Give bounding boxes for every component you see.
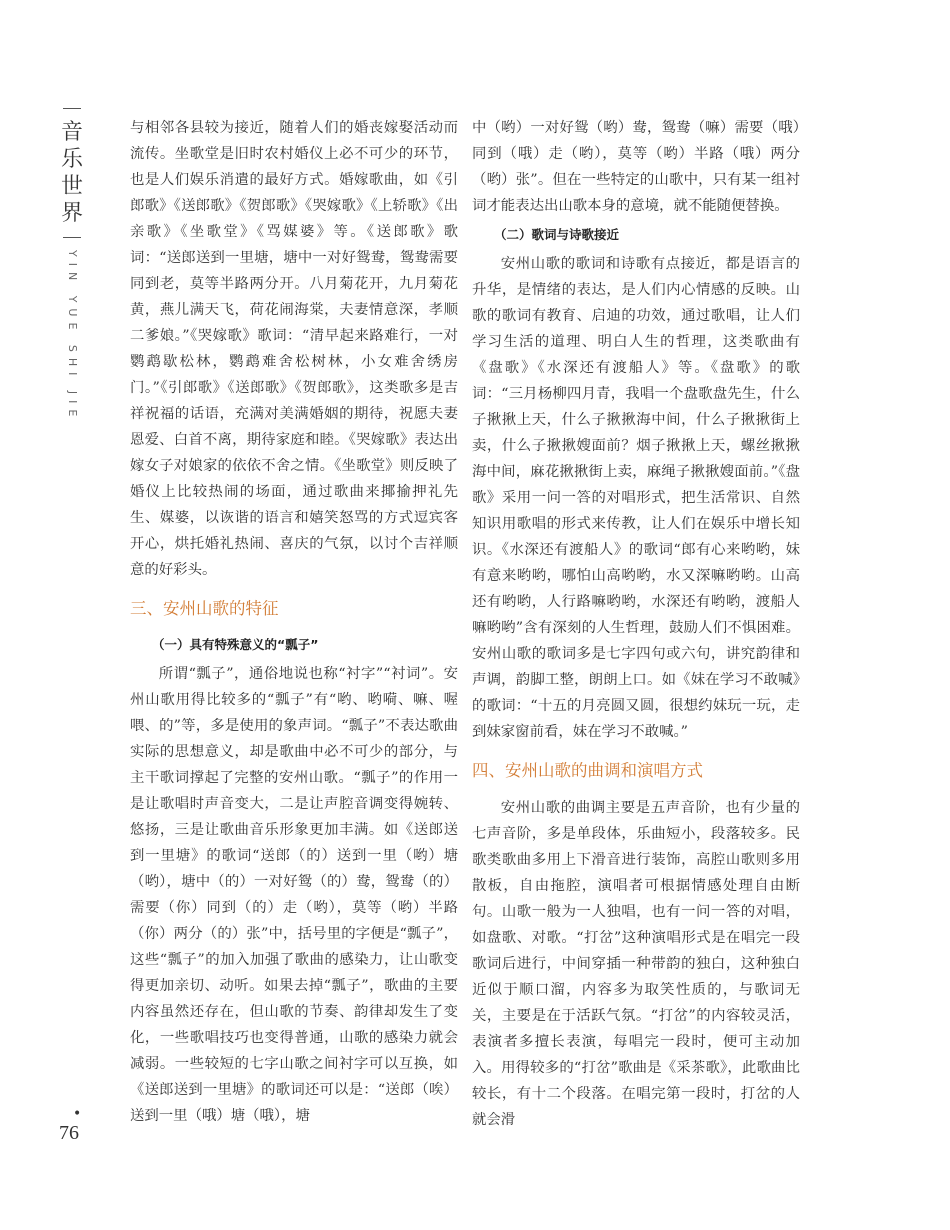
paragraph: 所谓“瓢子”，通俗地说也称“衬字”“衬词”。安州山歌用得比较多的“瓢子”有“哟、哟嗬、嘛、喔喂、的”等，多是使用的象声词。“瓢子”不表达歌曲实际的思想意义，却是歌曲中必不可少的部分，与主干歌词撑起了完整的安州山歌。“瓢子”的作用一是让歌唱时声音变大，二是让声腔音调变得婉转、悠扬，三是让歌曲音乐形象更加丰满。如《送郎送到一里塘》的歌词“送郎（的）送到一里（哟）塘（哟），塘中（的）一对好鸳（的）鸯，鸳鸯（的）需要（你）同到（的）走（哟），莫等（哟）半路（你）两分（的）张”中，括号里的字便是“瓢子”，这些“瓢子”的加入加强了歌曲的感染力，让山歌变得更加亲切、动听。如果去掉“瓢子”，歌曲的主要内容虽然还存在，但山歌的节奏、韵律却发生了变化，一些歌唱技巧也变得普通，山歌的感染力就会减弱。一些较短的七字山歌之间衬字可以互换，如《送郎送到一里塘》的歌词还可以是：“送郎（唉）送到一里（哦）塘（哦），塘 xyxy=(130,666,458,1124)
paragraph: 安州山歌的歌词和诗歌有点接近，都是语言的升华，是情绪的表达，是人们内心情感的反映。山歌的歌词有教育、启迪的功效，通过歌唱，让人们学习生活的道理、明白人生的哲理，这类歌曲有《盘歌》《水深还有渡船人》等。《盘歌》的歌词：“三月杨柳四月青，我唱一个盘歌盘先生，什么子揪揪上天，什么子揪揪海中间，什么子揪揪街上卖，什么子揪揪嫂面前？烟子揪揪上天，螺丝揪揪海中间，麻花揪揪街上卖，麻绳子揪揪嫂面前。”《盘歌》采用一问一答的对唱形式，把生活常识、自然知识用歌唱的形式来传教，让人们在娱乐中增长知识。《水深还有渡船人》的歌词“郎有心来哟哟，妹有意来哟哟，哪怕山高哟哟，水又深嘛哟哟。山高还有哟哟，人行路嘛哟哟，水深还有哟哟，渡船人嘛哟哟”含有深刻的人生哲理，鼓励人们不惧困难。安州山歌的歌词多是七字四句或六句，讲究韵律和声调，韵脚工整，朗朗上口。如《妹在学习不敢喊》的歌词：“十五的月亮圆又圆，很想约妹玩一玩，走到妹家窗前看，妹在学习不敢喊。” xyxy=(472,256,800,740)
column-title-pinyin: YIN YUE SHI JIE xyxy=(66,250,79,423)
page-number: 76 xyxy=(59,1122,79,1144)
paragraph: 与相邻各县较为接近，随着人们的婚丧嫁娶活动而流传。坐歌堂是旧时农村婚仪上必不可少的环节，也是人们娱乐消遣的最好方式。婚嫁歌曲，如《引郎歌》《送郎歌》《贺郎歌》《哭嫁歌》《上轿歌》《出亲歌》《坐歌堂》《骂媒婆》等。《送郎歌》歌词：“送郎送到一里塘，塘中一对好鸳鸯，鸳鸯需要同到老，莫等半路两分开。八月菊花开，九月菊花黄，燕儿满天飞，荷花闹海棠，夫妻情意深，孝顺二爹娘。”《哭嫁歌》歌词：“清早起来路难行，一对鹦鹉歇松林，鹦鹉难舍松树林，小女难舍绣房门。”《引郎歌》《送郎歌》《贺郎歌》，这类歌多是吉祥祝福的话语，充满对美满婚姻的期待，祝愿夫妻恩爱、白首不离，期待家庭和睦。《哭嫁歌》表达出嫁女子对娘家的依依不舍之情。《坐歌堂》则反映了婚仪上比较热闹的场面，通过歌曲来揶揄押礼先生、媒婆，以诙谐的语言和嬉笑怒骂的方式逗宾客开心，烘托婚礼热闹、喜庆的气氛，以讨个吉祥顺意的好彩头。 xyxy=(130,120,458,578)
page-dot: • xyxy=(73,1106,82,1122)
bottom-rule xyxy=(63,237,81,238)
sidebar-column-label xyxy=(58,108,88,422)
section-heading: 三、安州山歌的特征 xyxy=(130,599,279,618)
right-column xyxy=(472,115,800,1133)
column-title-chinese: 音乐世界 xyxy=(60,120,83,226)
paragraph: 中（哟）一对好鸳（哟）鸯，鸳鸯（嘛）需要（哦）同到（哦）走（哟），莫等（哟）半路（哦）两分（哟）张”。但在一些特定的山歌中，只有某一组衬词才能表达出山歌本身的意境，就不能随便替换。 xyxy=(472,120,800,214)
subsection-heading: （二）歌词与诗歌接近 xyxy=(494,227,620,242)
section-heading: 四、安州山歌的曲调和演唱方式 xyxy=(472,761,703,780)
top-rule xyxy=(63,108,81,109)
left-column xyxy=(130,115,458,1129)
subsection-heading: （一）具有特殊意义的“瓢子” xyxy=(152,637,319,652)
paragraph: 安州山歌的曲调主要是五声音阶，也有少量的七声音阶，多是单段体，乐曲短小，段落较多。民歌类歌曲多用上下滑音进行装饰，高腔山歌则多用散板，自由拖腔，演唱者可根据情感处理自由断句。山歌一般为一人独唱，也有一问一答的对唱，如盘歌、对歌。“打岔”这种演唱形式是在唱完一段歌词后进行，中间穿插一种带韵的独白，这种独白近似于顺口溜，内容多为取笑性质的，与歌词无关，主要是在于活跃气氛。“打岔”的内容较灵活，表演者多擅长表演，每唱完一段时，便可主动加入。用得较多的“打岔”歌曲是《采茶歌》，此歌曲比较长，有十二个段落。在唱完第一段时，打岔的人就会滑 xyxy=(472,800,800,1128)
